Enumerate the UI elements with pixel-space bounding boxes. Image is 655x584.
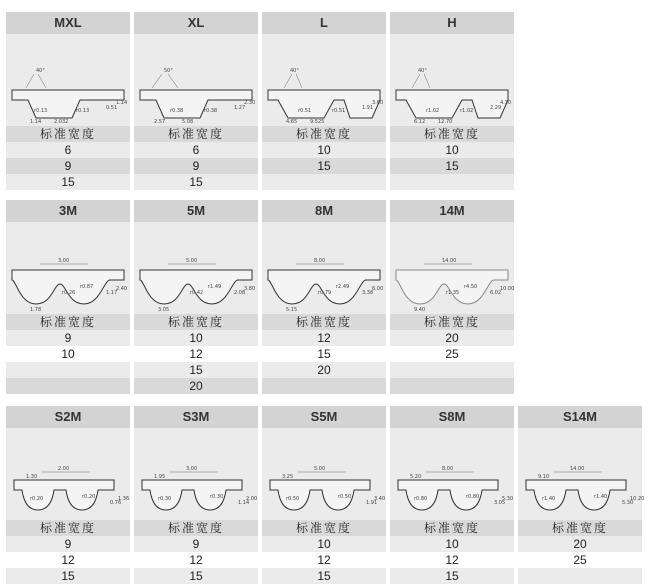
width-value: 9 [6,536,130,552]
trapezoid-tooth-diagram [6,34,130,126]
dim-label: 2.40 [116,286,128,292]
width-header: 标准宽度 [262,126,386,142]
belt-card-3m [6,200,130,394]
width-value: 15 [390,158,514,174]
radius-label: r1.40 [542,496,556,502]
width-value [6,378,130,394]
dim-label: 0.51 [106,105,118,111]
width-header: 标准宽度 [6,520,130,536]
dim-label: 0.76 [110,500,122,506]
belt-card-s2m [6,406,130,584]
dim-label: 1.14 [238,500,250,506]
belt-card-8m [262,200,386,394]
belt-name: S5M [262,406,386,428]
width-value: 10 [262,142,386,158]
dim-label: 5.30 [502,496,514,502]
width-value: 15 [134,174,258,190]
radius-label: r2.49 [336,284,350,290]
belt-name: XL [134,12,258,34]
htd-tooth-diagram [6,222,130,314]
dim-label: 5.30 [622,500,634,506]
dim-label: 3.40 [374,496,386,502]
width-value: 15 [262,568,386,584]
width-value: 12 [390,552,514,568]
width-value [390,362,514,378]
profile-svg [262,222,386,314]
belt-card-s3m [134,406,258,584]
dim-label: 5.00 [186,258,198,264]
dim-label: 2.00 [246,496,258,502]
dim-label: 5.20 [410,474,422,480]
width-value: 20 [518,536,642,552]
width-header: 标准宽度 [134,520,258,536]
width-header: 标准宽度 [6,314,130,330]
belt-card-h [390,12,514,190]
width-value: 6 [6,142,130,158]
dim-label: 3.60 [372,100,384,106]
std-tooth-diagram [6,428,130,520]
width-header: 标准宽度 [390,520,514,536]
dim-label: 8.00 [314,258,326,264]
dim-label: 14.00 [570,466,585,472]
width-value: 9 [6,330,130,346]
width-value: 12 [134,552,258,568]
profile-svg [390,222,514,314]
dim-label: 3.80 [244,286,256,292]
belt-name: 8M [262,200,386,222]
width-value: 15 [262,346,386,362]
width-value: 9 [134,158,258,174]
width-value [6,362,130,378]
width-value: 10 [262,536,386,552]
belt-card-s5m [262,406,386,584]
width-header: 标准宽度 [390,126,514,142]
profile-svg [390,428,514,520]
htd-tooth-diagram [134,222,258,314]
belt-name: S8M [390,406,514,428]
belt-card-l [262,12,386,190]
radius-label: r0.51 [332,108,346,114]
width-header: 标准宽度 [134,126,258,142]
dim-label: 5.00 [314,466,326,472]
belt-name: S3M [134,406,258,428]
dim-label: 3.00 [58,258,70,264]
radius-label: r0.30 [158,496,172,502]
radius-label: r0.42 [190,290,204,296]
radius-label: r1.40 [594,494,608,500]
width-value: 10 [134,330,258,346]
width-value: 10 [390,536,514,552]
dim-label: 10.00 [500,286,515,292]
htd-tooth-diagram [262,222,386,314]
belt-card-s8m [390,406,514,584]
belt-name: 3M [6,200,130,222]
radius-label: r0.87 [80,284,94,290]
dim-label: 2.29 [490,105,502,111]
dim-label: 14.00 [442,258,457,264]
belt-name: H [390,12,514,34]
width-value: 25 [518,552,642,568]
std-tooth-diagram [134,428,258,520]
dim-label: 6.02 [490,290,502,296]
dim-label: 1.36 [118,496,130,502]
trapezoid-tooth-diagram [262,34,386,126]
dim-label: 2.00 [58,466,70,472]
width-value: 12 [134,346,258,362]
width-value: 20 [134,378,258,394]
dim-label: 2.30 [244,100,256,106]
dim-label: 2.08 [234,290,246,296]
width-header: 标准宽度 [518,520,642,536]
dim-label: 1.95 [154,474,166,480]
width-value [390,174,514,190]
dim-label: 1.14 [116,100,128,106]
dim-label: 1.91 [362,105,374,111]
dim-label: 3.00 [186,466,198,472]
dim-label: 3.05 [494,500,506,506]
belt-card-xl [134,12,258,190]
belt-card-14m [390,200,514,394]
dim-label: 9.40 [414,307,426,313]
width-header: 标准宽度 [262,314,386,330]
radius-label: r0.50 [286,496,300,502]
width-value: 10 [6,346,130,362]
belt-name: S14M [518,406,642,428]
belt-name: 5M [134,200,258,222]
belt-name: L [262,12,386,34]
width-header: 标准宽度 [6,126,130,142]
std-tooth-diagram [262,428,386,520]
width-value [262,174,386,190]
profile-svg [262,34,386,126]
htd-tooth-diagram [390,222,514,314]
width-header: 标准宽度 [134,314,258,330]
radius-label: r0.50 [338,494,352,500]
dim-label: 12.70 [438,119,453,125]
radius-label: r0.20 [30,496,44,502]
dim-label: 8.00 [442,466,454,472]
width-value: 9 [6,158,130,174]
dim-label: 2.57 [154,119,166,125]
trapezoid-tooth-diagram [390,34,514,126]
width-value: 15 [134,568,258,584]
dim-label: 3.05 [158,307,170,313]
width-value: 15 [134,362,258,378]
dim-label: 1.14 [30,119,42,125]
dim-label: 1.78 [30,307,42,313]
width-value: 9 [134,536,258,552]
dim-label: 1.30 [26,474,38,480]
belt-card-mxl [6,12,130,190]
width-value: 10 [390,142,514,158]
radius-label: r0.80 [466,494,480,500]
width-header: 标准宽度 [262,520,386,536]
width-value: 25 [390,346,514,362]
belt-name: 14M [390,200,514,222]
dim-label: 9.10 [538,474,550,480]
radius-label: r0.38 [204,108,218,114]
profile-svg [6,428,130,520]
profile-svg [390,34,514,126]
profile-svg [134,34,258,126]
radius-label: r0.13 [76,108,90,114]
width-value [518,568,642,584]
profile-svg [518,428,645,520]
dim-label: 2.032 [54,119,69,125]
width-value: 15 [6,174,130,190]
width-value: 12 [6,552,130,568]
radius-label: r4.50 [464,284,478,290]
dim-label: 6.00 [372,286,384,292]
radius-label: r1.02 [460,108,474,114]
radius-label: r0.79 [318,290,332,296]
dim-label: 1.27 [234,105,246,111]
angle-label: 40° [418,68,427,74]
profile-svg [6,34,130,126]
profile-svg [134,222,258,314]
dim-label: 6.12 [414,119,426,125]
profile-svg [6,222,130,314]
radius-label: r0.20 [82,494,96,500]
width-value: 15 [6,568,130,584]
dim-label: 3.38 [362,290,374,296]
width-value: 15 [390,568,514,584]
dim-label: 10.20 [630,496,645,502]
radius-label: r0.38 [170,108,184,114]
width-value [390,378,514,394]
dim-label: 1.17 [106,290,118,296]
dim-label: 4.30 [500,100,512,106]
radius-label: r1.35 [446,290,460,296]
dim-label: 4.65 [286,119,298,125]
profile-svg [262,428,386,520]
width-value: 15 [262,158,386,174]
angle-label: 40° [36,68,45,74]
width-value [262,378,386,394]
dim-label: 5.08 [182,119,194,125]
angle-label: 40° [290,68,299,74]
width-value: 20 [390,330,514,346]
dim-label: 1.91 [366,500,378,506]
width-value: 6 [134,142,258,158]
width-header: 标准宽度 [390,314,514,330]
dim-label: 5.15 [286,307,298,313]
belt-name: MXL [6,12,130,34]
width-value: 12 [262,330,386,346]
std-tooth-diagram [518,428,645,520]
radius-label: r0.51 [298,108,312,114]
width-value: 12 [262,552,386,568]
profile-svg [134,428,258,520]
radius-label: r0.80 [414,496,428,502]
trapezoid-tooth-diagram [134,34,258,126]
radius-label: r1.02 [426,108,440,114]
radius-label: r0.30 [210,494,224,500]
width-value: 20 [262,362,386,378]
belt-name: S2M [6,406,130,428]
dim-label: 3.25 [282,474,294,480]
dim-label: 9.525 [310,119,325,125]
radius-label: r1.49 [208,284,222,290]
belt-card-s14m [518,406,645,584]
radius-label: r0.26 [62,290,76,296]
belt-card-5m [134,200,258,394]
radius-label: r0.13 [34,108,48,114]
angle-label: 50° [164,68,173,74]
std-tooth-diagram [390,428,514,520]
